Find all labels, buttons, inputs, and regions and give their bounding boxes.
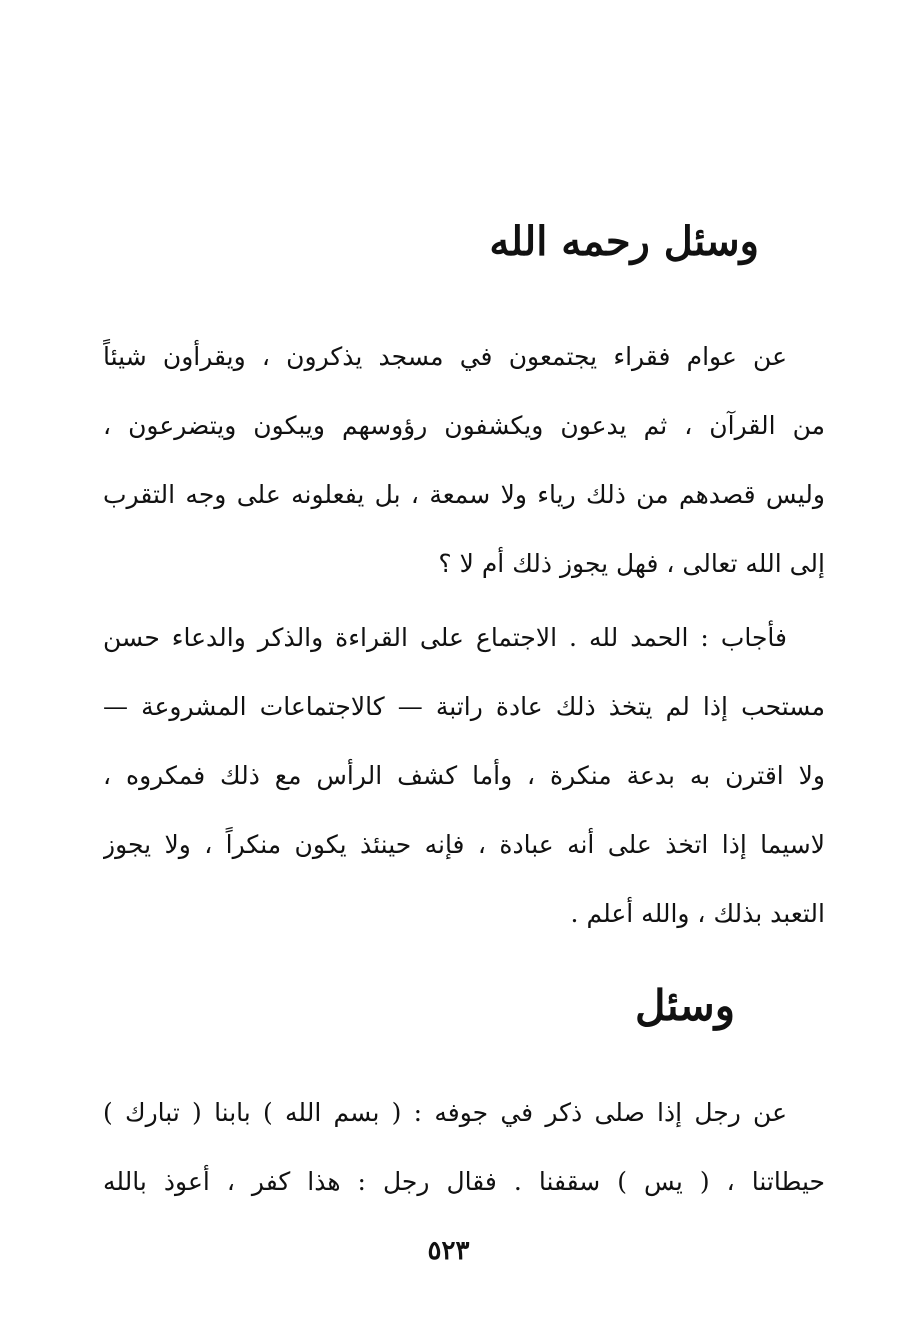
- question-paragraph-1: [103, 322, 825, 598]
- text-line: عن عوام فقراء يجتمعون في مسجد يذكرون ، ويقرأون شيئاً: [103, 342, 787, 371]
- question-paragraph-2: [103, 1078, 825, 1216]
- text-line: إلى الله تعالى ، فهل يجوز ذلك أم لا ؟: [438, 549, 825, 578]
- text-line: حيطاتنا ، ( يس ) سقفنا . فقال رجل : هذا كفر ، أعوذ بالله: [103, 1167, 825, 1196]
- section-heading-second: وسئل: [635, 981, 735, 1030]
- text-line: لاسيما إذا اتخذ على أنه عبادة ، فإنه حينئذ يكون منكراً ، ولا يجوز: [103, 830, 825, 859]
- text-line: فأجاب : الحمد لله . الاجتماع على القراءة والذكر والدعاء حسن: [103, 623, 787, 652]
- text-line: من القرآن ، ثم يدعون ويكشفون رؤوسهم ويبكون ويتضرعون ،: [103, 411, 825, 440]
- text-line: عن رجل إذا صلى ذكر في جوفه : ( بسم الله ) بابنا ( تبارك ): [103, 1098, 787, 1127]
- answer-paragraph-1: [103, 603, 825, 948]
- text-line: التعبد بذلك ، والله أعلم .: [570, 899, 825, 928]
- page-number: ٥٢٣: [427, 1236, 470, 1266]
- text-line: وليس قصدهم من ذلك رياء ولا سمعة ، بل يفعلونه على وجه التقرب: [103, 480, 825, 509]
- section-heading-first: وسئل رحمه الله: [489, 218, 759, 265]
- text-line: مستحب إذا لم يتخذ ذلك عادة راتبة — كالاجتماعات المشروعة —: [103, 692, 825, 721]
- text-line: ولا اقترن به بدعة منكرة ، وأما كشف الرأس مع ذلك فمكروه ،: [103, 761, 825, 790]
